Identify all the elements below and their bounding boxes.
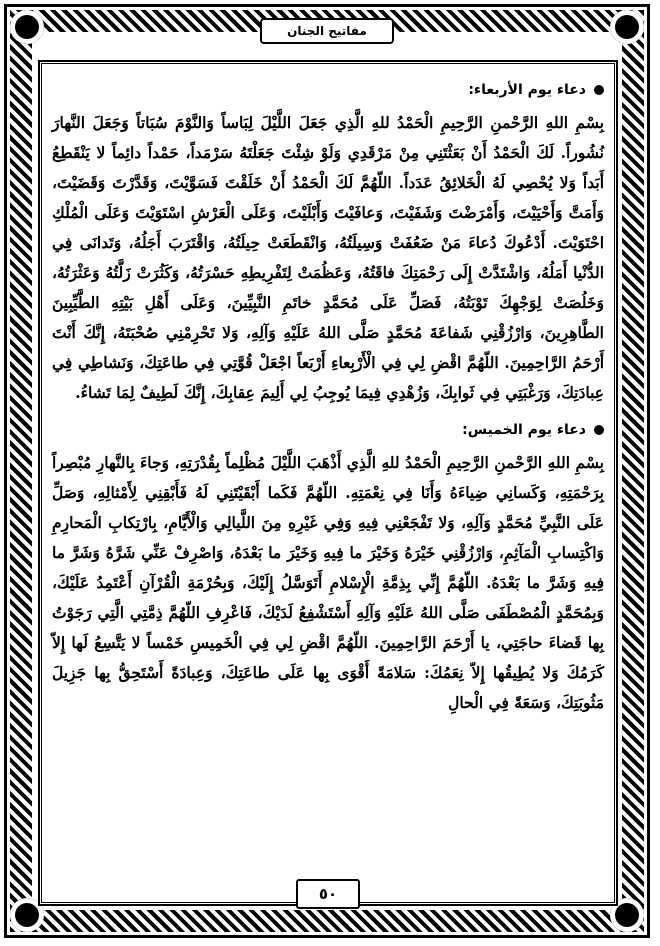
prayer-text-wednesday: بِسْمِ اللهِ الرَّحْمنِ الرَّحِيمِ الْحَمْدُ للهِ الَّذِي جَعَلَ اللَّيْلَ لِبَاساً وَالنَّوْمَ سُبَاتاً وَجَعَلَ النَّهارَ نُشُوراً. لَكَ الْحَمْدُ أَنْ بَعَثْتَنِي مِنْ مَرْقَدِي وَلَوْ شِئْتَ جَعَلْتَهُ سَرْمَداً، حَمْداً دائِماً لا يَنْقَطِعُ أَبَداً وَلا يُحْصِي لَهُ الْخَلائِقُ عَدَداً. اللّهُمَّ لَكَ الْحَمْدُ أَنْ خَلَقْتَ فَسَوَّيْتَ، وَقَدَّرْتَ وَقَضَيْتَ، وَأَمَتَّ وَأَحْيَيْتَ، وَأَمْرَضْتَ وَشَفَيْتَ، وَعافَيْتَ وَأَبْلَيْتَ، وَعَلَى الْعَرْشِ اسْتَوَيْتَ وَعَلَى الْمُلْكِ احْتَوَيْتَ. أَدْعُوكَ دُعاءَ مَنْ ضَعُفَتْ وَسِيلَتُهُ، وَانْقَطَعَتْ حِيلَتُهُ، وَاقْتَرَبَ أَجَلُهُ، وَتَدانَى فِي الدُّنْيا أَمَلُهُ، وَاشْتَدَّتْ إِلَى رَحْمَتِكَ فاقَتُهُ، وَعَظُمَتْ لِتَفْرِيطِهِ حَسْرَتُهُ، وَكَثُرَتْ زَلَّتُهُ وَعَثْرَتُهُ، وَخَلُصَتْ لِوَجْهِكَ تَوْبَتُهُ، فَصَلِّ عَلَى مُحَمَّدٍ خاتَمِ النَّبِيِّينَ، وَعَلَى أَهْلِ بَيْتِهِ الطَّيِّبِينَ الطَّاهِرِينَ، وَارْزُقْنِي شَفاعَةَ مُحَمَّدٍ صَلَّى اللهُ عَلَيْهِ وَآلِهِ، وَلا تَحْرِمْنِي صُحْبَتَهُ، إِنَّكَ أَنْتَ أَرْحَمُ الرَّاحِمِينَ. اللّهُمَّ اقْضِ لِي فِي الْأَرْبِعاءِ أَرْبَعاً اجْعَلْ قُوَّتِي فِي طاعَتِكَ، وَنَشاطِي فِي عِبادَتِكَ، وَرَغْبَتِي فِي ثَوابِكَ، وَزُهْدِي فِيمَا يُوجِبُ لِي أَلِيمَ عِقابِكَ، إِنَّكَ لَطِيفٌ لِمَا تَشاءُ.	[52, 113, 604, 402]
corner-ornament-top-left	[10, 10, 44, 44]
section-title: دعاء يوم الأربعاء:	[468, 82, 586, 98]
bullet-icon	[594, 85, 604, 95]
section-heading-thursday	[52, 422, 604, 438]
corner-ornament-top-right	[610, 10, 644, 44]
running-header	[260, 18, 394, 44]
page-number-box	[296, 879, 360, 909]
prayer-text-thursday: بِسْمِ اللهِ الرَّحْمنِ الرَّحِيمِ الْحَمْدُ للهِ الَّذِي أَذْهَبَ اللَّيْلَ مُظْلِماً بِقُدْرَتِهِ، وَجاءَ بِالنَّهارِ مُبْصِراً بِرَحْمَتِهِ، وَكَسانِي ضِياءَهُ وَأَنَا فِي نِعْمَتِهِ. اللّهُمَّ فَكَما أَبْقَيْتَنِي لَهُ فَأَبْقِنِي لِأَمْثالِهِ، وَصَلِّ عَلَى النَّبِيِّ مُحَمَّدٍ وَآلِهِ، وَلا تَفْجَعْنِي فِيهِ وَفِي غَيْرِهِ مِنَ اللَّيالِي وَالْأَيَّامِ، بِارْتِكابِ الْمَحارِمِ وَاكْتِسابِ الْمَآثِمِ، وَارْزُقْنِي خَيْرَهُ وَخَيْرَ ما فِيهِ وَخَيْرَ ما بَعْدَهُ، وَاصْرِفْ عَنِّي شَرَّهُ وَشَرَّ ما فِيهِ وَشَرَّ ما بَعْدَهُ. اللّهُمَّ إِنِّي بِذِمَّةِ الْإِسْلامِ أَتَوَسَّلُ إِلَيْكَ، وَبِحُرْمَةِ الْقُرْآنِ أَعْتَمِدُ عَلَيْكَ، وَبِمُحَمَّدٍ الْمُصْطَفَى صَلَّى اللهُ عَلَيْهِ وَآلِهِ أَسْتَشْفِعُ لَدَيْكَ، فَاعْرِفِ اللّهُمَّ ذِمَّتِي الَّتِي رَجَوْتُ بِها قَضاءَ حاجَتِي، يا أَرْحَمَ الرَّاحِمِينَ. اللّهُمَّ اقْضِ لِي فِي الْخَمِيسِ خَمْساً لا يَتَّسِعُ لَها إِلاّ كَرَمُكَ وَلا يُطِيقُها إِلاّ نِعَمُكَ: سَلامَةً أَقْوَى بِها عَلَى طاعَتِكَ، وَعِبادَةً أَسْتَحِقُّ بِها جَزِيلَ مَثُوبَتِكَ، وَسَعَةً فِي الْحالِ	[52, 453, 604, 712]
book-title: مفاتيح الجنان	[287, 24, 367, 38]
page-content	[52, 76, 604, 876]
bullet-icon	[594, 425, 604, 435]
section-title: دعاء يوم الخميس:	[462, 422, 586, 438]
section-heading-wednesday	[52, 82, 604, 98]
page-number: ٥٠	[318, 885, 338, 903]
